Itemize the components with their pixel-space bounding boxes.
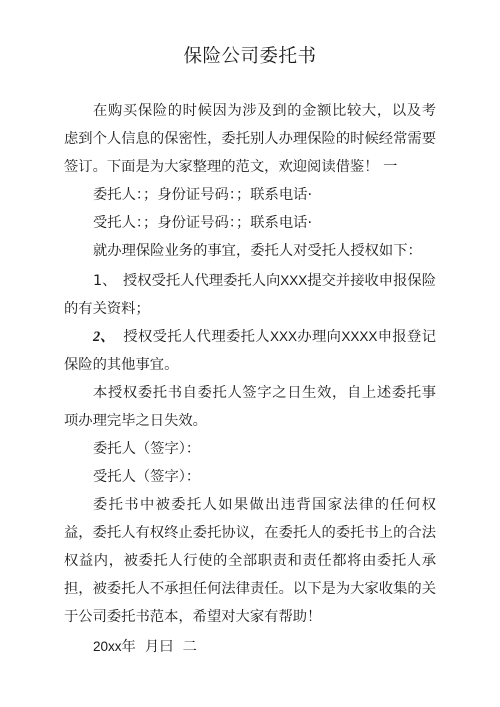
item-text: 授权受托人代理委托人 — [123, 329, 270, 345]
item-text: 办理向 — [296, 329, 342, 345]
item-text: 提交并接收申报保险的有关资料； — [64, 273, 437, 317]
item-number: 2、 — [93, 329, 115, 345]
date-year: 20xx — [93, 639, 122, 654]
closing-paragraph: 委托书中被委托人如果做出违背国家法律的任何权益，委托人有权终止委托协议，在委托人的委托书上的合法权益内，被委托人行使的全部职责和责任都将由委托人承担，被委托人不承担任何法律责任。以下是为大家收集的关于公司委托书范本，希望对大家有帮助！ — [64, 497, 436, 625]
principal-signature-line: 委托人（签字）： — [93, 441, 201, 457]
item-text: 授权受托人代理委托人向 — [123, 273, 281, 289]
item-code: XXXX — [341, 329, 378, 344]
validity-paragraph: 本授权委托书自委托人签字之日生效，自上述委托事项办理完毕之日失效。 — [64, 385, 436, 429]
item-number: 1、 — [93, 273, 117, 289]
item-text: 申报登记保险的其他事宜。 — [64, 329, 437, 373]
item-code: XXX — [280, 273, 308, 288]
agent-signature-line: 受托人（签字）： — [93, 469, 201, 485]
authorization-item-1 — [64, 267, 436, 323]
date-line — [64, 633, 436, 661]
authorization-intro: 就办理保险业务的事宜，委托人对受托人授权如下： — [93, 243, 422, 259]
item-code: XXX — [269, 329, 297, 344]
authorization-item-2 — [64, 323, 436, 379]
intro-paragraph: 在购买保险的时候因为涉及到的金额比较大，以及考虑到个人信息的保密性，委托别人办理保险的时候经常需要签订。下面是为大家整理的范文，欢迎阅读借鉴！ 一 — [64, 103, 436, 175]
agent-info-line: 受托人：；身份证号码：；联系电话· — [93, 215, 312, 231]
document-title: 保险公司委托书 — [183, 46, 317, 67]
principal-info-line: 委托人：；身份证号码：；联系电话· — [93, 187, 312, 203]
date-rest: 年 月曰 二 — [121, 639, 197, 655]
